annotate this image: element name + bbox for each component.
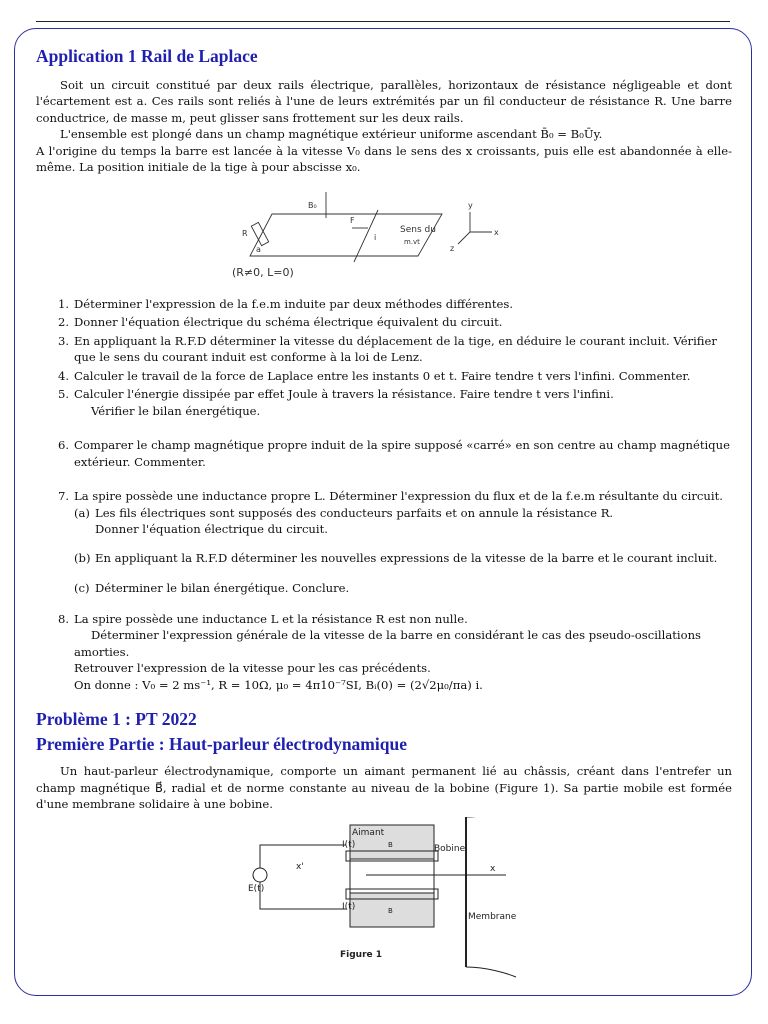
- current-label: i: [374, 232, 377, 242]
- question-text: Calculer l'énergie dissipée par effet Joule à travers la résistance. Faire tendre t vers l'infini.: [74, 387, 614, 401]
- wire-bottom: [260, 882, 346, 909]
- question-text-cont: Déterminer l'expression générale de la vitesse de la barre en considérant le cas des pseudo-oscillations amorties.: [74, 628, 702, 659]
- membrane-cone: [466, 817, 516, 977]
- membrane-label: Membrane: [468, 911, 517, 922]
- direction-sublabel: m.vt: [404, 237, 420, 246]
- subquestion-a: [36, 505, 732, 538]
- subquestion-text: Déterminer le bilan énergétique. Conclure.: [95, 581, 350, 595]
- question-4: [36, 368, 732, 385]
- question-text: Comparer le champ magnétique propre induit de la spire supposé «carré» en son centre au champ magnétique extérieur. Commenter.: [74, 438, 730, 469]
- direction-label: Sens du: [400, 224, 436, 235]
- resistor-label: R: [242, 228, 248, 238]
- question-6: [36, 437, 732, 470]
- subquestion-text: En appliquant la R.F.D déterminer les nouvelles expressions de la vitesse de la barre et le courant incluit.: [95, 550, 718, 565]
- question-text: La spire possède une inductance propre L. Déterminer l'expression du flux et de la f.e.m résultante du circuit.: [74, 489, 723, 503]
- question-7: [36, 488, 732, 597]
- question-list: [36, 296, 732, 694]
- question-number: 7.: [58, 489, 70, 503]
- problem-paragraph: Un haut-parleur électrodynamique, comporte un aimant permanent lié au châssis, créant dans l'entrefer un champ magnétique B⃗, radial et de norme constante au niveau de la bobine (Figure 1). Sa partie mobile est formée d'une membrane solidaire à une bobine.: [36, 764, 732, 811]
- application-title: Application 1 Rail de Laplace: [36, 46, 258, 66]
- question-number: 4.: [58, 368, 70, 383]
- question-number: 1.: [58, 296, 70, 311]
- question-text: Déterminer l'expression de la f.e.m induite par deux méthodes différentes.: [74, 296, 514, 311]
- subquestion-number: (b): [74, 550, 91, 565]
- question-number: 6.: [58, 438, 70, 452]
- field-label: B₀: [308, 200, 317, 210]
- subquestion-c: [36, 580, 732, 597]
- question-text-cont: Vérifier le bilan énergétique.: [91, 403, 261, 418]
- subquestion-b: [36, 550, 732, 567]
- question-number: 2.: [58, 315, 70, 329]
- rail-diagram: [232, 192, 532, 284]
- subquestion-number: (c): [74, 581, 90, 595]
- question-8: [36, 611, 732, 694]
- loudspeaker-diagram: [246, 817, 536, 981]
- question-3: [36, 333, 732, 366]
- page-content: [36, 48, 732, 981]
- figure-caption: Figure 1: [340, 949, 383, 960]
- circuit-note: (R≠0, L=0): [232, 265, 294, 279]
- question-text: Donner l'équation électrique du schéma électrique équivalent du circuit.: [74, 315, 503, 329]
- magnet-label: Aimant: [352, 827, 385, 838]
- top-rule: [36, 21, 730, 22]
- spacing-label: a: [256, 244, 261, 254]
- source-label: E(t): [248, 883, 265, 894]
- subquestion-text-cont: Donner l'équation électrique du circuit.: [95, 522, 328, 536]
- x-axis-label: x: [494, 227, 499, 237]
- question-number: 8.: [58, 611, 70, 626]
- x-prime-label: x': [296, 861, 304, 872]
- coil-label: Bobine: [434, 843, 466, 854]
- question-1: [36, 296, 732, 313]
- question-text: Calculer le travail de la force de Laplace entre les instants 0 et t. Faire tendre t vers l'infini. Commenter.: [74, 368, 691, 383]
- subquestion-number: (a): [74, 505, 90, 520]
- intro-paragraph-2: L'ensemble est plongé dans un champ magnétique extérieur uniforme ascendant B̄₀ = B₀Ūy.: [60, 127, 603, 141]
- subquestion-text: Les fils électriques sont supposés des conducteurs parfaits et on annule la résistance R.: [95, 505, 614, 520]
- given-values: On donne : V₀ = 2 ms⁻¹, R = 10Ω, μ₀ = 4π10⁻⁷SI, Bᵢ(0) = (2√2μ₀/πa) i.: [74, 677, 483, 692]
- z-axis-label: z: [450, 243, 455, 253]
- air-gap: [350, 859, 434, 893]
- force-label: F: [350, 215, 355, 225]
- question-text-cont-2: Retrouver l'expression de la vitesse pour les cas précédents.: [74, 661, 431, 675]
- intro-paragraph-1: Soit un circuit constitué par deux rails électrique, parallèles, horizontaux de résistance négligeable et dont l'écartement est a. Ces rails sont reliés à l'une de leurs extrémités par un fil conducteur de résistance R. Une barre conductrice, de masse m, peut glisser sans frottement sur les deux rails.: [36, 77, 732, 125]
- z-axis: [458, 232, 470, 244]
- question-2: [36, 314, 732, 331]
- problem-title: Problème 1 : PT 2022: [36, 709, 197, 729]
- question-number: 5.: [58, 387, 70, 401]
- current-bottom-label: I(t): [342, 901, 356, 912]
- current-top-label: I(t): [342, 839, 356, 850]
- field-top-label: B: [388, 840, 393, 849]
- question-number: 3.: [58, 333, 70, 348]
- field-bottom-label: B: [388, 906, 393, 915]
- source-symbol: [253, 868, 267, 882]
- part-title: Première Partie : Haut-parleur électrodynamique: [36, 733, 407, 754]
- y-axis-label: y: [468, 200, 473, 210]
- question-text: En appliquant la R.F.D déterminer la vitesse du déplacement de la tige, en déduire le courant incluit. Vérifier que le sens du courant induit est conforme à la loi de Lenz.: [74, 333, 717, 364]
- question-text: La spire possède une inductance L et la résistance R est non nulle.: [74, 611, 468, 626]
- intro-paragraph-3: A l'origine du temps la barre est lancée à la vitesse V₀ dans le sens des x croissants, puis elle est abandonnée à elle-même. La position initiale de la tige à pour abscisse x₀.: [36, 143, 732, 174]
- x-label: x: [490, 863, 496, 874]
- question-5: [36, 386, 732, 419]
- rails: [250, 214, 442, 256]
